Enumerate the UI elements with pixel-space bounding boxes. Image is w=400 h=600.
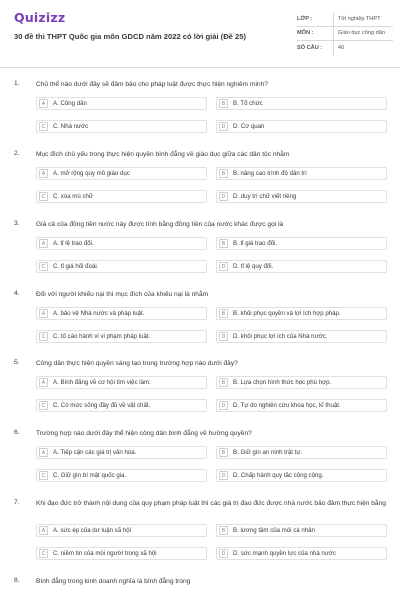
option-letter-badge: A xyxy=(39,448,48,457)
meta-label-question-count: SỐ CÂU : xyxy=(297,45,323,52)
option-letter-badge: B xyxy=(219,526,228,535)
option-text: D. tỉ lệ quy đổi. xyxy=(233,263,274,270)
worksheet-meta-table xyxy=(297,12,393,56)
question-number: 6. xyxy=(14,429,20,436)
meta-row-grade xyxy=(297,12,393,27)
option-text: D. khôi phục lợi ích của Nhà nước. xyxy=(233,333,328,340)
question-text: Mục đích chủ yếu trong thực hiện quyền bình đẳng về giáo dục giữa các dân tộc nhằm xyxy=(36,151,290,158)
option-b[interactable] xyxy=(216,376,387,389)
option-text: B. Giữ gìn an ninh trật tự. xyxy=(233,449,303,456)
option-d[interactable] xyxy=(216,330,387,343)
option-letter-badge: A xyxy=(39,378,48,387)
option-letter-badge: A xyxy=(39,309,48,318)
option-c[interactable] xyxy=(36,190,207,203)
question-number: 1. xyxy=(14,80,20,87)
meta-value-subject: Giáo dục công dân xyxy=(333,26,393,41)
option-a[interactable] xyxy=(36,524,207,537)
option-text: A. bảo vệ Nhà nước và pháp luật. xyxy=(53,310,145,317)
option-a[interactable] xyxy=(36,307,207,320)
question-text: Bình đẳng trong kinh doanh nghĩa là bình đẳng trong xyxy=(36,578,191,585)
option-letter-badge: C xyxy=(39,471,48,480)
option-text: C. Giữ gìn bí mật quốc gia. xyxy=(53,472,127,479)
option-letter-badge: C xyxy=(39,549,48,558)
meta-label-grade: LỚP : xyxy=(297,15,313,22)
meta-row-question-count xyxy=(297,41,393,56)
option-text: B. Tổ chức xyxy=(233,100,263,107)
option-a[interactable] xyxy=(36,167,207,180)
option-b[interactable] xyxy=(216,167,387,180)
question-number: 4. xyxy=(14,290,20,297)
option-c[interactable] xyxy=(36,330,207,343)
option-letter-badge: C xyxy=(39,332,48,341)
option-letter-badge: B xyxy=(219,239,228,248)
option-c[interactable] xyxy=(36,547,207,560)
option-b[interactable] xyxy=(216,237,387,250)
meta-row-subject xyxy=(297,27,393,42)
option-d[interactable] xyxy=(216,190,387,203)
option-c[interactable] xyxy=(36,469,207,482)
option-b[interactable] xyxy=(216,307,387,320)
option-text: C. tố cáo hành vi vi phạm pháp luật. xyxy=(53,333,151,340)
option-letter-badge: D xyxy=(219,471,228,480)
option-text: A. sức ép của dư luận xã hội xyxy=(53,527,131,534)
question-text: Đối với người khiếu nại thì mục đích của khiếu nại là nhằm xyxy=(36,291,209,298)
option-text: A. tỉ lệ trao đổi. xyxy=(53,240,94,247)
option-letter-badge: C xyxy=(39,401,48,410)
option-text: C. Nhà nước xyxy=(53,123,89,130)
option-letter-badge: D xyxy=(219,122,228,131)
option-text: C. xóa mù chữ xyxy=(53,193,93,200)
option-letter-badge: D xyxy=(219,549,228,558)
question-number: 7. xyxy=(14,499,20,506)
option-letter-badge: A xyxy=(39,239,48,248)
option-a[interactable] xyxy=(36,446,207,459)
worksheet-title: 30 đề thi THPT Quốc gia môn GDCD năm 2022 có lời giải (Đề 25) xyxy=(14,32,246,41)
option-text: B. tỉ giá trao đổi. xyxy=(233,240,278,247)
option-text: D. sức mạnh quyền lực của nhà nước xyxy=(233,550,336,557)
option-text: C. Có mức sống đầy đủ về vật chất. xyxy=(53,402,151,409)
question-number: 5. xyxy=(14,359,20,366)
option-text: A. Tiếp cận các giá trị văn hóa. xyxy=(53,449,137,456)
quizizz-logo: Quizizz xyxy=(14,10,66,25)
option-text: C. tỉ giá hối đoái. xyxy=(53,263,99,270)
question-text: Công dân thực hiện quyền sáng tạo trong trường hợp nào dưới đây? xyxy=(36,360,238,367)
option-d[interactable] xyxy=(216,260,387,273)
option-d[interactable] xyxy=(216,469,387,482)
question-text: Khi đạo đức trở thành nội dung của quy phạm pháp luật thì các giá trị đạo đức được nhà nước bảo đảm thực hiện bằng xyxy=(36,500,386,507)
option-a[interactable] xyxy=(36,376,207,389)
option-letter-badge: B xyxy=(219,448,228,457)
meta-value-question-count: 40 xyxy=(333,41,393,56)
option-text: A. Bình đẳng về cơ hội tìm việc làm. xyxy=(53,379,151,386)
worksheet-header xyxy=(0,0,400,64)
option-letter-badge: C xyxy=(39,262,48,271)
meta-value-grade: Tốt nghiệp THPT xyxy=(333,12,393,27)
option-c[interactable] xyxy=(36,260,207,273)
option-letter-badge: C xyxy=(39,192,48,201)
option-letter-badge: D xyxy=(219,401,228,410)
option-text: A. mở rộng quy mô giáo dục xyxy=(53,170,130,177)
option-d[interactable] xyxy=(216,120,387,133)
question-text: Trường hợp nào dưới đây thể hiện công dân bình đẳng về hưởng quyền? xyxy=(36,430,252,437)
meta-label-subject: MÔN : xyxy=(297,30,314,37)
option-d[interactable] xyxy=(216,547,387,560)
option-text: B. nâng cao trình độ dân trí xyxy=(233,170,307,177)
option-text: B. khôi phục quyền và lợi ích hợp pháp. xyxy=(233,310,341,317)
option-text: D. Cơ quan xyxy=(233,123,265,130)
option-b[interactable] xyxy=(216,524,387,537)
question-number: 3. xyxy=(14,220,20,227)
option-letter-badge: A xyxy=(39,526,48,535)
option-letter-badge: B xyxy=(219,99,228,108)
option-c[interactable] xyxy=(36,120,207,133)
option-text: B. lương tâm của mỗi cá nhân xyxy=(233,527,315,534)
option-c[interactable] xyxy=(36,399,207,412)
header-divider xyxy=(0,67,400,68)
question-text: Giá cả của đồng tiền nước này được tính bằng đồng tiền của nước khác được gọi là xyxy=(36,221,284,228)
question-text: Chủ thể nào dưới đây sẽ đảm bảo cho pháp luật được thực hiện nghiêm minh? xyxy=(36,81,268,88)
option-a[interactable] xyxy=(36,237,207,250)
option-letter-badge: D xyxy=(219,332,228,341)
option-letter-badge: C xyxy=(39,122,48,131)
option-text: B. Lựa chọn hình thức học phù hợp. xyxy=(233,379,332,386)
option-letter-badge: D xyxy=(219,192,228,201)
option-a[interactable] xyxy=(36,97,207,110)
question-number: 2. xyxy=(14,150,20,157)
option-letter-badge: D xyxy=(219,262,228,271)
option-text: A. Công dân xyxy=(53,100,87,107)
option-letter-badge: A xyxy=(39,169,48,178)
option-b[interactable] xyxy=(216,97,387,110)
option-b[interactable] xyxy=(216,446,387,459)
option-text: C. niềm tin của mỗi người trong xã hội xyxy=(53,550,157,557)
option-letter-badge: A xyxy=(39,99,48,108)
option-letter-badge: B xyxy=(219,309,228,318)
option-text: D. Tự do nghiên cứu khoa học, kĩ thuật. xyxy=(233,402,341,409)
option-d[interactable] xyxy=(216,399,387,412)
option-letter-badge: B xyxy=(219,378,228,387)
question-number: 8. xyxy=(14,577,20,584)
option-text: D. duy trì chữ viết riêng xyxy=(233,193,297,200)
option-text: D. Chấp hành quy tắc công cộng. xyxy=(233,472,324,479)
option-letter-badge: B xyxy=(219,169,228,178)
